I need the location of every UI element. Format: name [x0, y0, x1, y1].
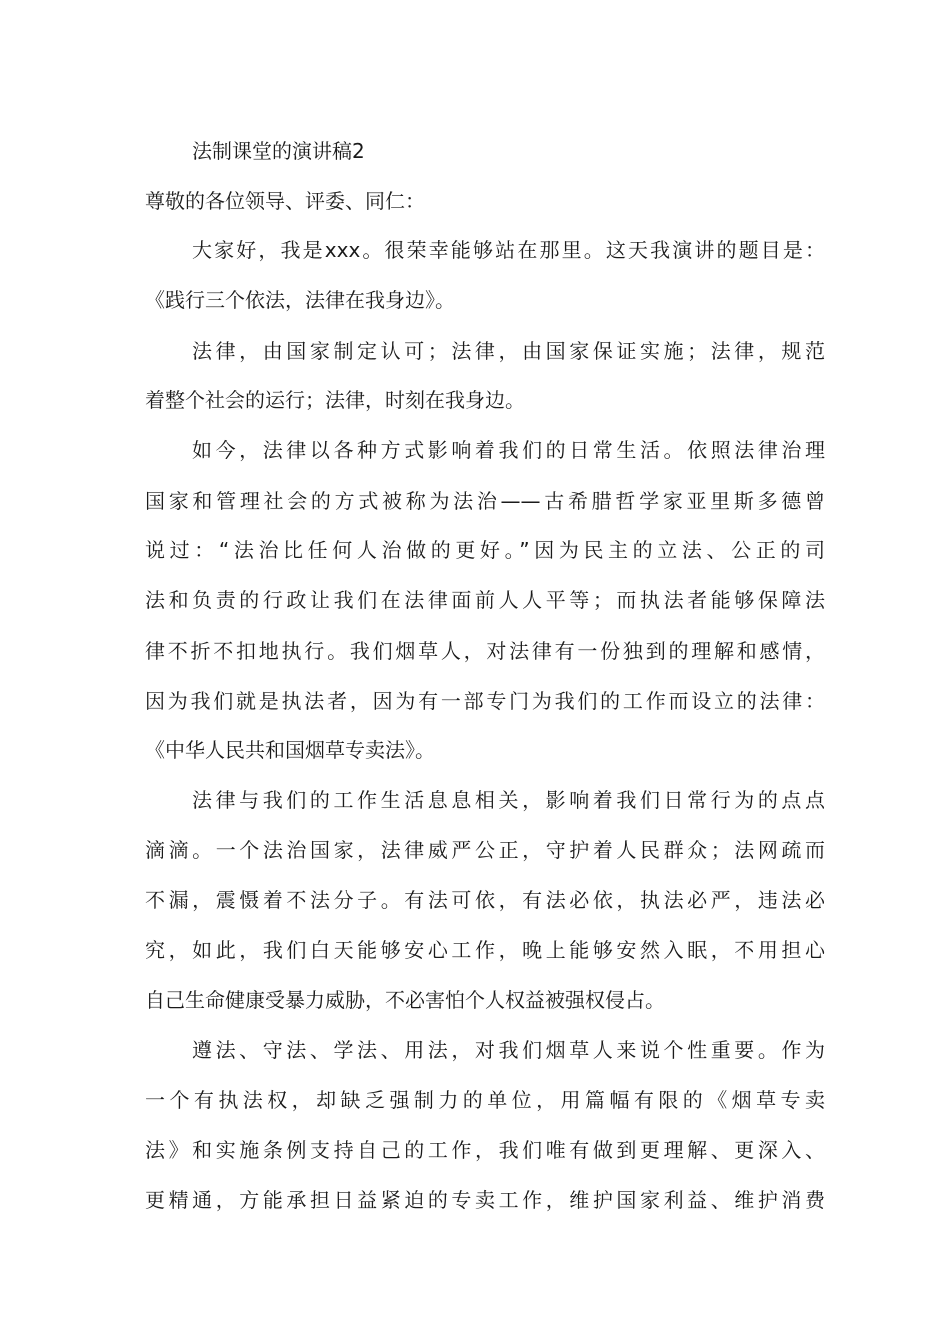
- text-line: 法》和实施条例支持自己的工作，我们唯有做到更理解、更深入、: [145, 1138, 825, 1162]
- text-line: 国家和管理社会的方式被称为法治——古希腊哲学家亚里斯多德曾: [145, 489, 825, 513]
- text-line: 律不折不扣地执行。我们烟草人，对法律有一份独到的理解和感情，: [145, 639, 825, 663]
- document-title: 法制课堂的演讲稿2: [192, 139, 365, 163]
- text-line: 说过：“法治比任何人治做的更好。”因为民主的立法、公正的司: [145, 538, 825, 562]
- text-line: 大家好，我是xxx。很荣幸能够站在那里。这天我演讲的题目是：: [192, 238, 825, 262]
- text-line: 法和负责的行政让我们在法律面前人人平等；而执法者能够保障法: [145, 588, 825, 612]
- text-line: 遵法、守法、学法、用法，对我们烟草人来说个性重要。作为: [192, 1038, 825, 1062]
- text-line: 一个有执法权，却缺乏强制力的单位，用篇幅有限的《烟草专卖: [145, 1088, 825, 1112]
- text-line: 法律与我们的工作生活息息相关，影响着我们日常行为的点点: [192, 788, 825, 812]
- text-line: 如今，法律以各种方式影响着我们的日常生活。依照法律治理: [192, 438, 825, 462]
- text-line: 自己生命健康受暴力威胁，不必害怕个人权益被强权侵占。: [145, 988, 665, 1012]
- text-line: 着整个社会的运行；法律，时刻在我身边。: [145, 388, 525, 412]
- salutation: 尊敬的各位领导、评委、同仁：: [145, 189, 425, 213]
- text-line: 滴滴。一个法治国家，法律威严公正，守护着人民群众；法网疏而: [145, 838, 825, 862]
- text-line: 法律，由国家制定认可；法律，由国家保证实施；法律，规范: [192, 339, 825, 363]
- text-line: 究，如此，我们白天能够安心工作，晚上能够安然入眠，不用担心: [145, 938, 825, 962]
- text-line: 《践行三个依法，法律在我身边》。: [145, 288, 455, 312]
- text-line: 《中华人民共和国烟草专卖法》。: [145, 738, 435, 762]
- text-line: 因为我们就是执法者，因为有一部专门为我们的工作而设立的法律：: [145, 689, 825, 713]
- text-line: 更精通，方能承担日益紧迫的专卖工作，维护国家利益、维护消费: [145, 1188, 825, 1212]
- text-line: 不漏，震慑着不法分子。有法可依，有法必依，执法必严，违法必: [145, 888, 825, 912]
